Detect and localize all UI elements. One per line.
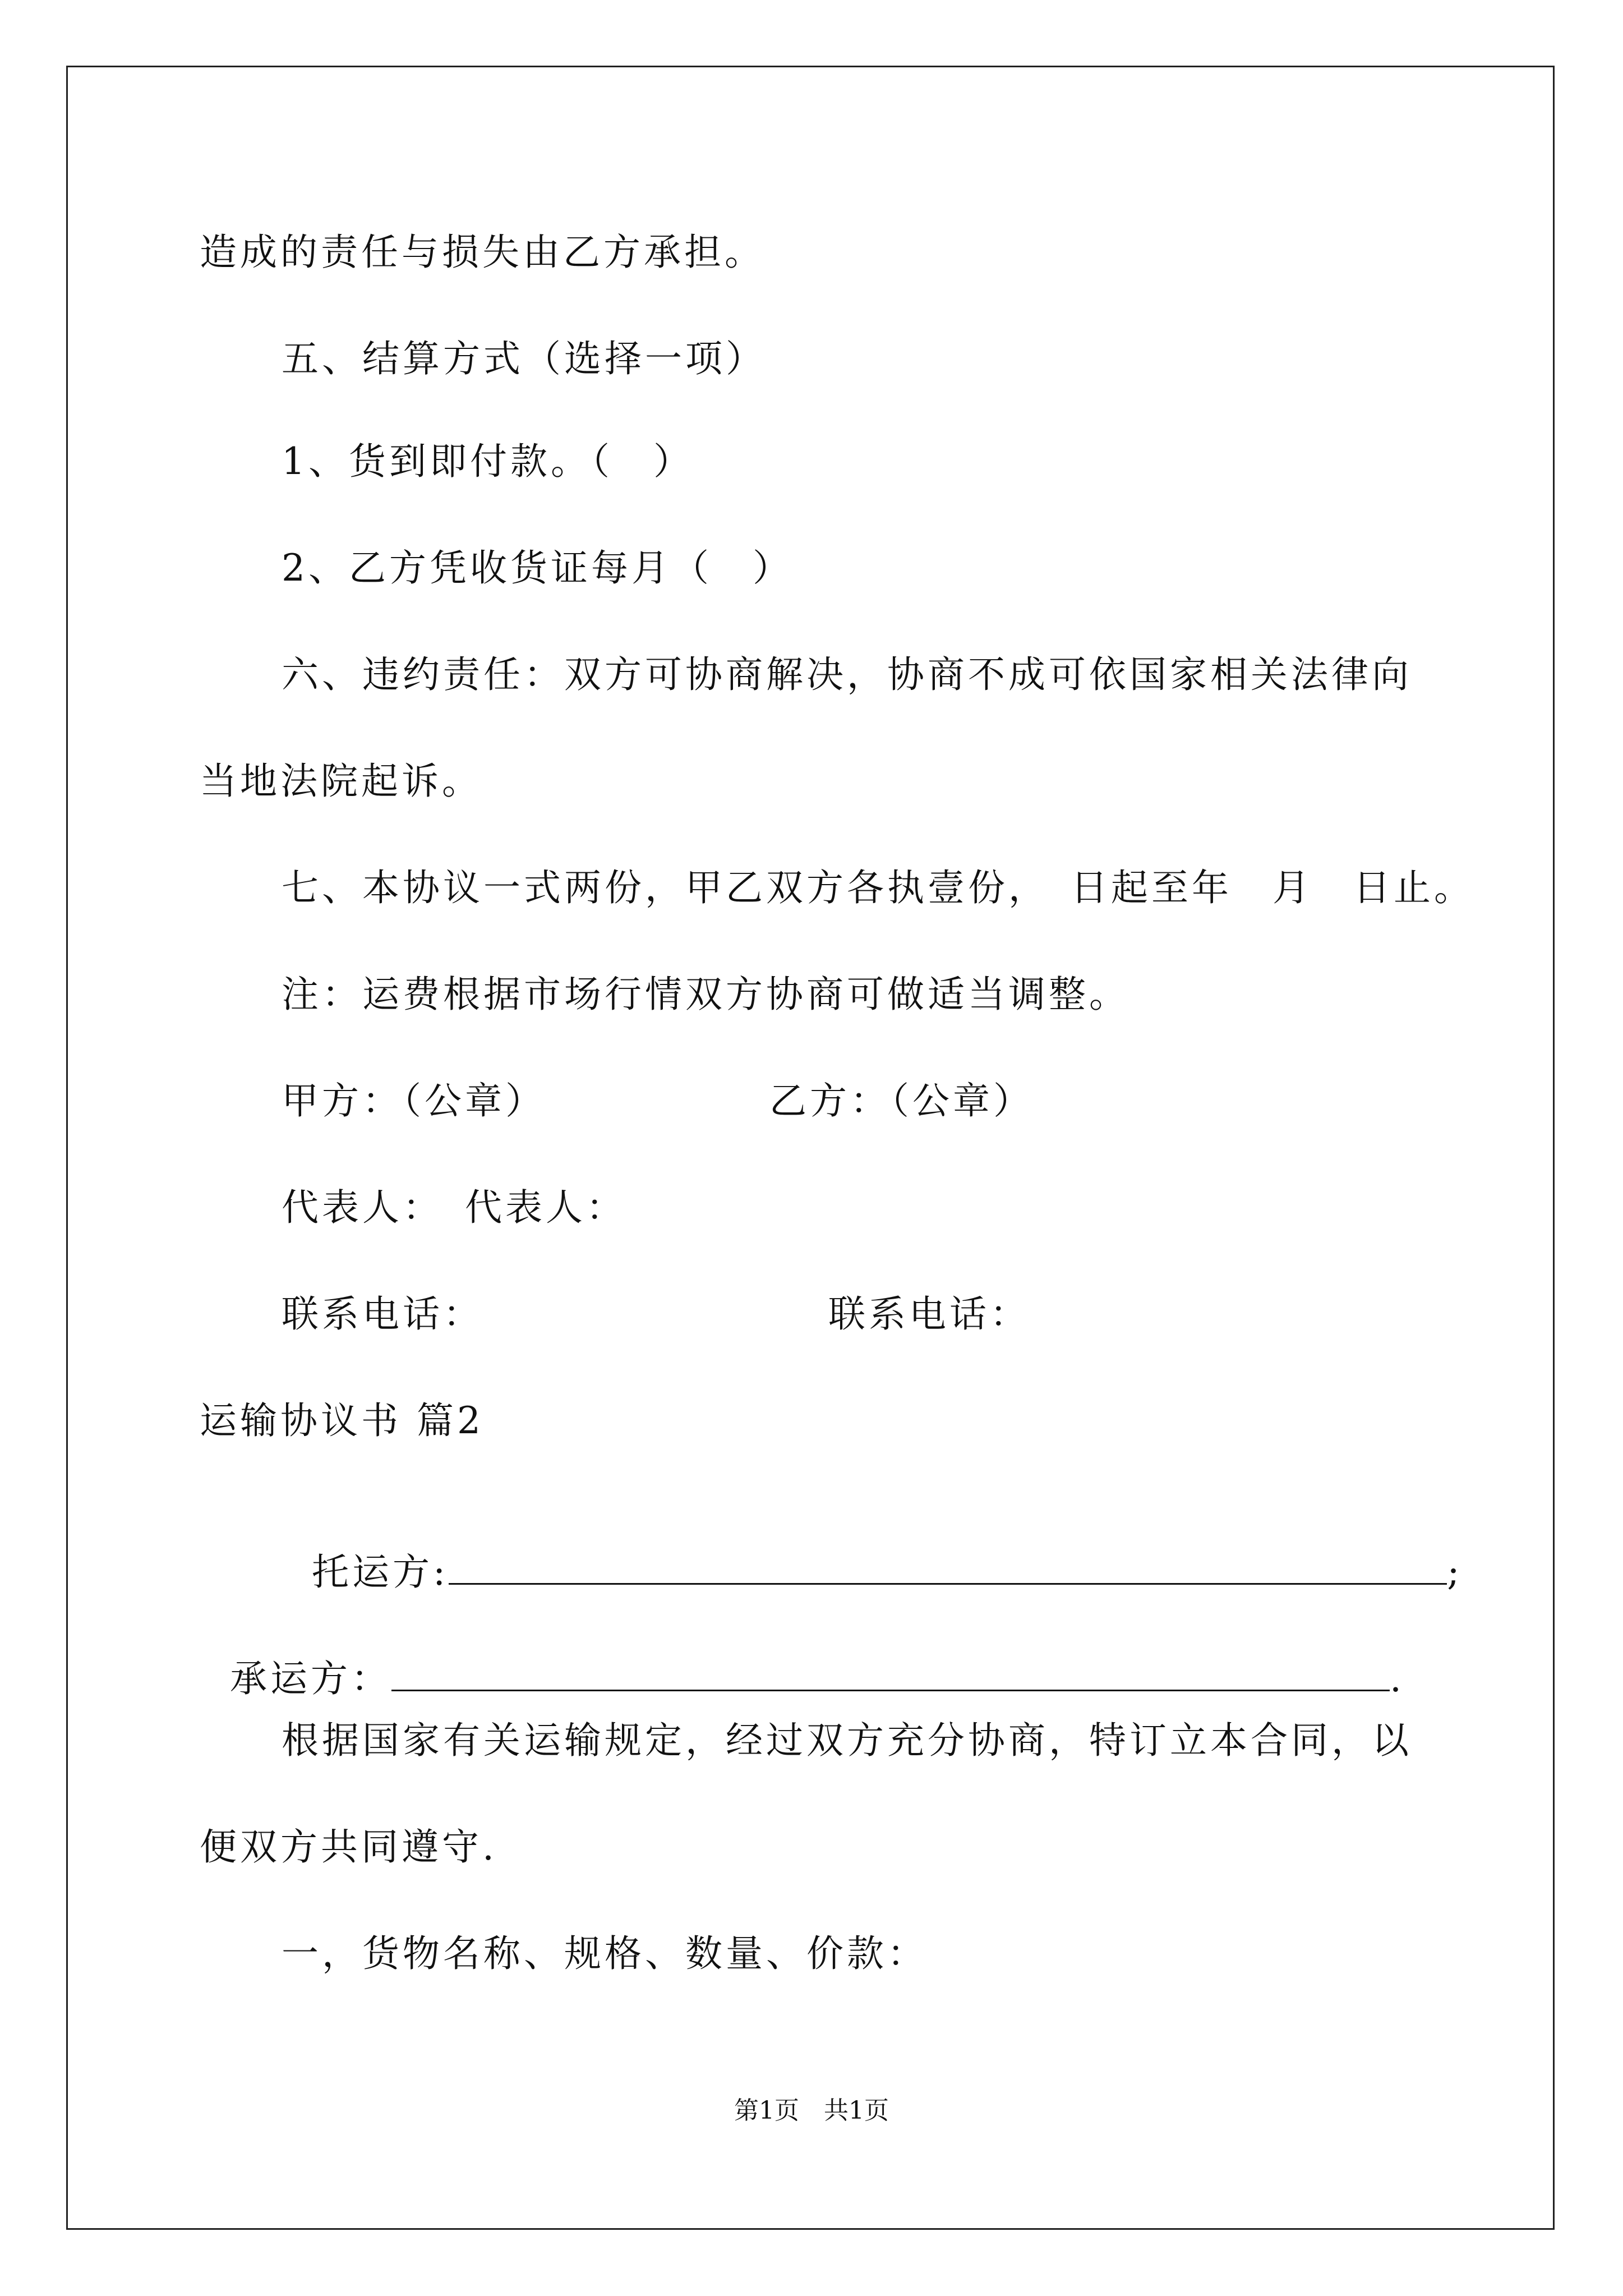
section-six-heading: 六、违约责任：双方可协商解决，协商不成可依国家相关法律向 [282,653,1412,696]
carrier-label: 承运方： [229,1657,391,1700]
carrier-blank [391,1658,1390,1691]
goods-heading: 一，货物名称、规格、数量、价款： [282,1932,928,1975]
consignor-semicolon: ; [1447,1550,1463,1594]
contact-phone-line: 联系电话： 联系电话： [282,1292,1030,1336]
carrier-line [200,1612,1405,1701]
agreement-intro-line: 根据国家有关运输规定，经过双方充分协商，特订立本合同，以 [282,1719,1412,1762]
consignor-blank [449,1552,1447,1585]
party-seals-line: 甲方：（公章） 乙方：（公章） [282,1079,1034,1122]
carrier-period: . [1389,1657,1405,1700]
consignor-label: 托运方: [311,1550,449,1594]
section-title-part-2: 运输协议书 篇2 [200,1399,484,1442]
text-line-1: 造成的责任与损失由乙方承担。 [200,231,765,274]
representatives-line: 代表人： 代表人： [282,1186,626,1229]
text-line-6: 当地法院起诉。 [200,760,482,803]
page-number-footer: 第1页 共1页 [734,2096,889,2125]
consignor-line [282,1505,1463,1595]
note-line: 注：运费根据市场行情双方协商可做适当调整。 [282,973,1129,1016]
payment-option-2: 2、乙方凭收货证每月（ ） [282,546,793,590]
payment-option-1: 1、货到即付款。（ ） [282,440,694,483]
section-seven-heading: 七、本协议一式两份，甲乙双方各执壹份， 日起至年 月 日止。 [282,866,1474,909]
agreement-intro-continued: 便双方共同遵守. [200,1825,497,1869]
section-five-heading: 五、结算方式（选择一项） [282,337,766,380]
page-border [66,66,1555,2230]
